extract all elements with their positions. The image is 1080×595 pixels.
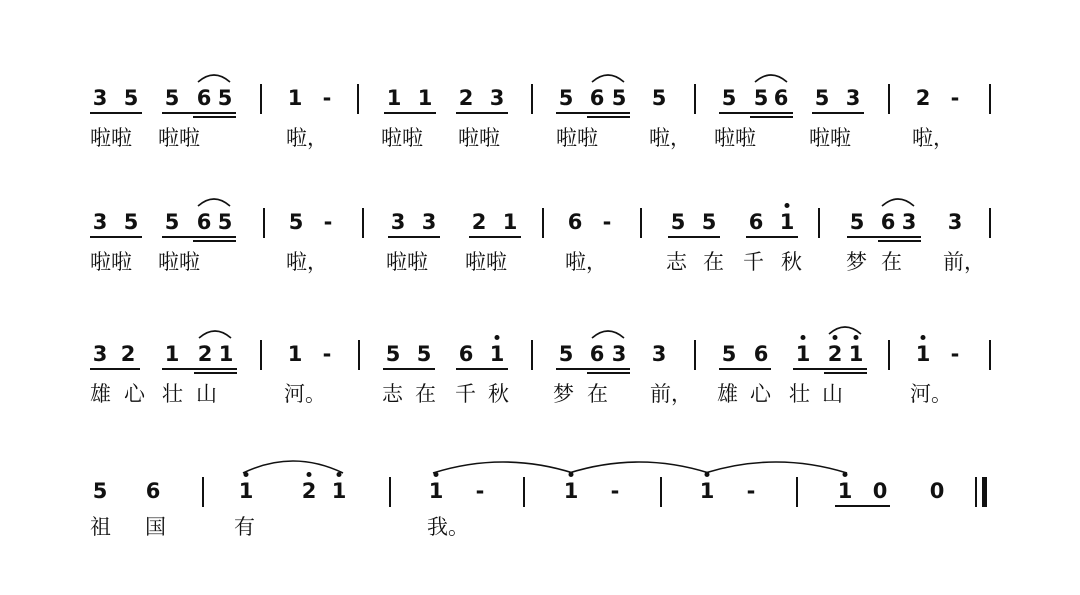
dash: - (602, 210, 612, 234)
lyric: 啦， (912, 126, 954, 150)
note: 1 (837, 479, 853, 503)
underline (162, 368, 237, 370)
final-barline-thick (982, 477, 987, 507)
note: 5 (217, 210, 233, 234)
note: 6 (458, 342, 474, 366)
note: 3 (947, 210, 963, 234)
note: 5 (217, 86, 233, 110)
slur (197, 326, 233, 340)
lyric: 志 (666, 250, 687, 274)
lyric: 千 (455, 382, 476, 406)
underline (812, 112, 864, 114)
slur (590, 326, 626, 340)
barline (989, 340, 991, 370)
note: 6 (196, 210, 212, 234)
lyric: 啦， (286, 250, 328, 274)
note: 6 (196, 86, 212, 110)
slur (827, 322, 863, 336)
note: 6 (589, 342, 605, 366)
barline (362, 208, 364, 238)
lyric: 雄 (90, 382, 111, 406)
underline (824, 372, 867, 374)
note: 1 (915, 342, 931, 366)
lyric: 前， (943, 250, 985, 274)
underline (668, 236, 720, 238)
underline (384, 112, 436, 114)
barline (694, 340, 696, 370)
note: 3 (611, 342, 627, 366)
dash: - (322, 86, 332, 110)
underline (587, 372, 630, 374)
barline (389, 477, 391, 507)
note: 5 (416, 342, 432, 366)
note: 6 (567, 210, 583, 234)
note: 6 (773, 86, 789, 110)
lyric: 山 (196, 382, 217, 406)
note: 1 (848, 342, 864, 366)
note: 1 (489, 342, 505, 366)
underline (90, 236, 142, 238)
lyric: 在 (587, 382, 608, 406)
note: 3 (421, 210, 437, 234)
note: 3 (92, 210, 108, 234)
note: 5 (123, 210, 139, 234)
note: 5 (164, 210, 180, 234)
barline (660, 477, 662, 507)
lyric: 河。 (910, 382, 952, 406)
note: 5 (123, 86, 139, 110)
underline (456, 368, 508, 370)
underline (719, 368, 771, 370)
lyric: 啦啦 (158, 250, 200, 274)
underline (835, 505, 890, 507)
note: 5 (849, 210, 865, 234)
barline (542, 208, 544, 238)
note: 3 (92, 86, 108, 110)
note: 6 (589, 86, 605, 110)
lyric: 啦， (565, 250, 607, 274)
note: 5 (721, 342, 737, 366)
underline (162, 112, 236, 114)
underline (469, 236, 521, 238)
dash: - (323, 210, 333, 234)
underline (90, 112, 142, 114)
note: 5 (721, 86, 737, 110)
note: 5 (558, 86, 574, 110)
high-octave-dot (785, 203, 790, 208)
note: 1 (218, 342, 234, 366)
note: 6 (753, 342, 769, 366)
note: 2 (915, 86, 931, 110)
underline (793, 368, 867, 370)
note: 3 (489, 86, 505, 110)
underline (193, 240, 236, 242)
lyric: 壮 (162, 382, 183, 406)
barline (531, 84, 533, 114)
lyric: 山 (822, 382, 843, 406)
lyric: 志 (382, 382, 403, 406)
slur (196, 70, 232, 84)
lyric: 啦啦 (386, 250, 428, 274)
final-barline-thin (975, 477, 977, 507)
underline (847, 236, 921, 238)
note: 1 (164, 342, 180, 366)
note: 1 (502, 210, 518, 234)
lyric: 啦啦 (381, 126, 423, 150)
underline (556, 368, 630, 370)
score-system-4 (0, 479, 1080, 569)
note: 5 (558, 342, 574, 366)
lyric: 秋 (781, 250, 802, 274)
note: 1 (417, 86, 433, 110)
lyric: 啦啦 (714, 126, 756, 150)
lyric: 梦 (846, 250, 867, 274)
lyric: 啦， (649, 126, 691, 150)
note: 2 (458, 86, 474, 110)
lyric: 啦啦 (556, 126, 598, 150)
note: 5 (651, 86, 667, 110)
tie (566, 457, 712, 475)
note: 0 (872, 479, 888, 503)
note: 1 (699, 479, 715, 503)
underline (193, 116, 236, 118)
underline (587, 116, 630, 118)
slur (196, 194, 232, 208)
note: 3 (92, 342, 108, 366)
slur (753, 70, 789, 84)
lyric: 啦， (286, 126, 328, 150)
barline (358, 340, 360, 370)
score-system-1 (0, 86, 1080, 176)
barline (989, 208, 991, 238)
note: 5 (611, 86, 627, 110)
lyric: 河。 (284, 382, 326, 406)
high-octave-dot (801, 335, 806, 340)
underline (194, 372, 237, 374)
note: 5 (670, 210, 686, 234)
barline (263, 208, 265, 238)
note: 6 (880, 210, 896, 234)
note: 3 (390, 210, 406, 234)
lyric: 啦啦 (465, 250, 507, 274)
dash: - (746, 479, 756, 503)
note: 5 (288, 210, 304, 234)
note: 1 (331, 479, 347, 503)
dash: - (322, 342, 332, 366)
score-system-3 (0, 342, 1080, 432)
barline (989, 84, 991, 114)
lyric: 雄 (717, 382, 738, 406)
note: 1 (287, 342, 303, 366)
note: 2 (827, 342, 843, 366)
lyric: 梦 (553, 382, 574, 406)
lyric: 啦啦 (458, 126, 500, 150)
lyric: 我。 (427, 515, 469, 539)
lyric: 国 (145, 515, 166, 539)
barline (888, 84, 890, 114)
barline (531, 340, 533, 370)
lyric: 在 (881, 250, 902, 274)
underline (750, 116, 793, 118)
note: 1 (238, 479, 254, 503)
lyric: 啦啦 (90, 250, 132, 274)
lyric: 在 (703, 250, 724, 274)
lyric: 啦啦 (809, 126, 851, 150)
lyric: 前， (650, 382, 692, 406)
lyric: 有 (234, 515, 255, 539)
note: 1 (428, 479, 444, 503)
dash: - (610, 479, 620, 503)
lyric: 千 (743, 250, 764, 274)
underline (456, 112, 508, 114)
note: 1 (386, 86, 402, 110)
lyric: 啦啦 (158, 126, 200, 150)
note: 2 (120, 342, 136, 366)
barline (796, 477, 798, 507)
lyric: 啦啦 (90, 126, 132, 150)
note: 5 (701, 210, 717, 234)
note: 5 (753, 86, 769, 110)
underline (719, 112, 793, 114)
underline (746, 236, 798, 238)
high-octave-dot (495, 335, 500, 340)
note: 3 (901, 210, 917, 234)
note: 2 (471, 210, 487, 234)
slur (590, 70, 626, 84)
high-octave-dot (921, 335, 926, 340)
lyric: 心 (750, 382, 771, 406)
barline (260, 340, 262, 370)
dash: - (950, 342, 960, 366)
note: 1 (779, 210, 795, 234)
barline (888, 340, 890, 370)
lyric: 壮 (789, 382, 810, 406)
note: 5 (92, 479, 108, 503)
note: 3 (651, 342, 667, 366)
dash: - (950, 86, 960, 110)
barline (357, 84, 359, 114)
tie (430, 457, 576, 475)
note: 1 (563, 479, 579, 503)
lyric: 心 (124, 382, 145, 406)
note: 1 (287, 86, 303, 110)
barline (260, 84, 262, 114)
tie (702, 457, 850, 475)
note: 6 (748, 210, 764, 234)
note: 2 (301, 479, 317, 503)
underline (90, 368, 140, 370)
underline (556, 112, 630, 114)
note: 3 (845, 86, 861, 110)
underline (162, 236, 236, 238)
note: 1 (795, 342, 811, 366)
underline (383, 368, 435, 370)
barline (202, 477, 204, 507)
slur (240, 457, 346, 475)
underline (878, 240, 921, 242)
note: 5 (814, 86, 830, 110)
barline (523, 477, 525, 507)
lyric: 秋 (488, 382, 509, 406)
barline (640, 208, 642, 238)
dash: - (475, 479, 485, 503)
lyric: 在 (415, 382, 436, 406)
lyric: 祖 (90, 515, 111, 539)
underline (388, 236, 440, 238)
note: 5 (385, 342, 401, 366)
note: 0 (929, 479, 945, 503)
barline (694, 84, 696, 114)
score-system-2 (0, 210, 1080, 300)
note: 6 (145, 479, 161, 503)
note: 5 (164, 86, 180, 110)
note: 2 (197, 342, 213, 366)
slur (880, 194, 916, 208)
barline (818, 208, 820, 238)
